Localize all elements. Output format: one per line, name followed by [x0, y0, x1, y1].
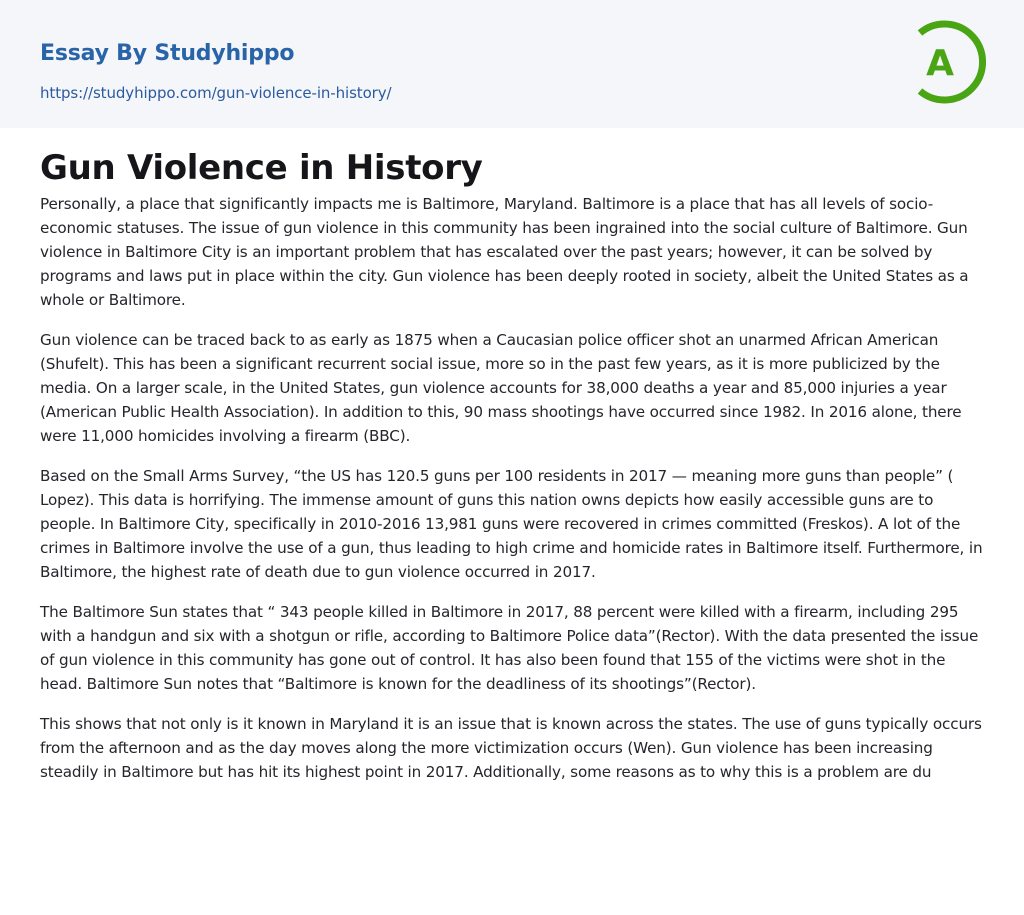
essay-paragraph-4: The Baltimore Sun states that “ 343 people killed in Baltimore in 2017, 88 percent were killed with a firearm, including 295 with a handgun and six with a shotgun or rifle, according to Baltimore Police data”(Rector). With the data presented the issue of gun violence in this community has gone out of control. It has also been found that 155 of the victims were shot in the head. Baltimore Sun notes that “Baltimore is known for the deadliness of its shootings”(Rector). — [40, 603, 979, 693]
essay-paragraph-3: Based on the Small Arms Survey, “the US has 120.5 guns per 100 residents in 2017 — meaning more guns than people” ( Lopez). This data is horrifying. The immense amount of guns this nation owns depicts how easily accessible guns are to people. In Baltimore City, specifically in 2010-2016 13,981 guns were recovered in crimes committed (Freskos). A lot of the crimes in Baltimore involve the use of a gun, thus leading to high crime and homicide rates in Baltimore itself. Furthermore, in Baltimore, the highest rate of death due to gun violence occurred in 2017. — [40, 467, 983, 581]
source-url-link[interactable]: https://studyhippo.com/gun-violence-in-history/ — [40, 84, 392, 102]
brand-title: Essay By Studyhippo — [40, 41, 295, 66]
essay-paragraph-2: Gun violence can be traced back to as early as 1875 when a Caucasian police officer shot an unarmed African American (Shufelt). This has been a significant recurrent social issue, more so in the past few years, as it is more publicized by the media. On a larger scale, in the United States, gun violence accounts for 38,000 deaths a year and 85,000 injuries a year (American Public Health Association). In addition to this, 90 mass shootings have occurred since 1982. In 2016 alone, there were 11,000 homicides involving a firearm (BBC). — [40, 331, 962, 445]
essay-paragraph-5: This shows that not only is it known in Maryland it is an issue that is known across the states. The use of guns typically occurs from the afternoon and as the day moves along the more victimization occurs (Wen). Gun violence has been increasing steadily in Baltimore but has hit its highest point in 2017. Additionally, some reasons as to why this is a problem are du — [40, 715, 982, 781]
circle-a-logo-icon[interactable] — [912, 19, 986, 105]
essay-content — [0, 128, 1024, 784]
logo-letter: A — [926, 43, 954, 84]
page-title: Gun Violence in History — [40, 148, 483, 188]
essay-paragraph-1: Personally, a place that significantly impacts me is Baltimore, Maryland. Baltimore is a place that has all levels of socio-economic statuses. The issue of gun violence in this community has been ingrained into the social culture of Baltimore. Gun violence in Baltimore City is an important problem that has escalated over the past years; however, it can be solved by programs and laws put in place within the city. Gun violence has been deeply rooted in society, albeit the United States as a whole or Baltimore. — [40, 195, 969, 309]
site-header — [0, 0, 1024, 128]
